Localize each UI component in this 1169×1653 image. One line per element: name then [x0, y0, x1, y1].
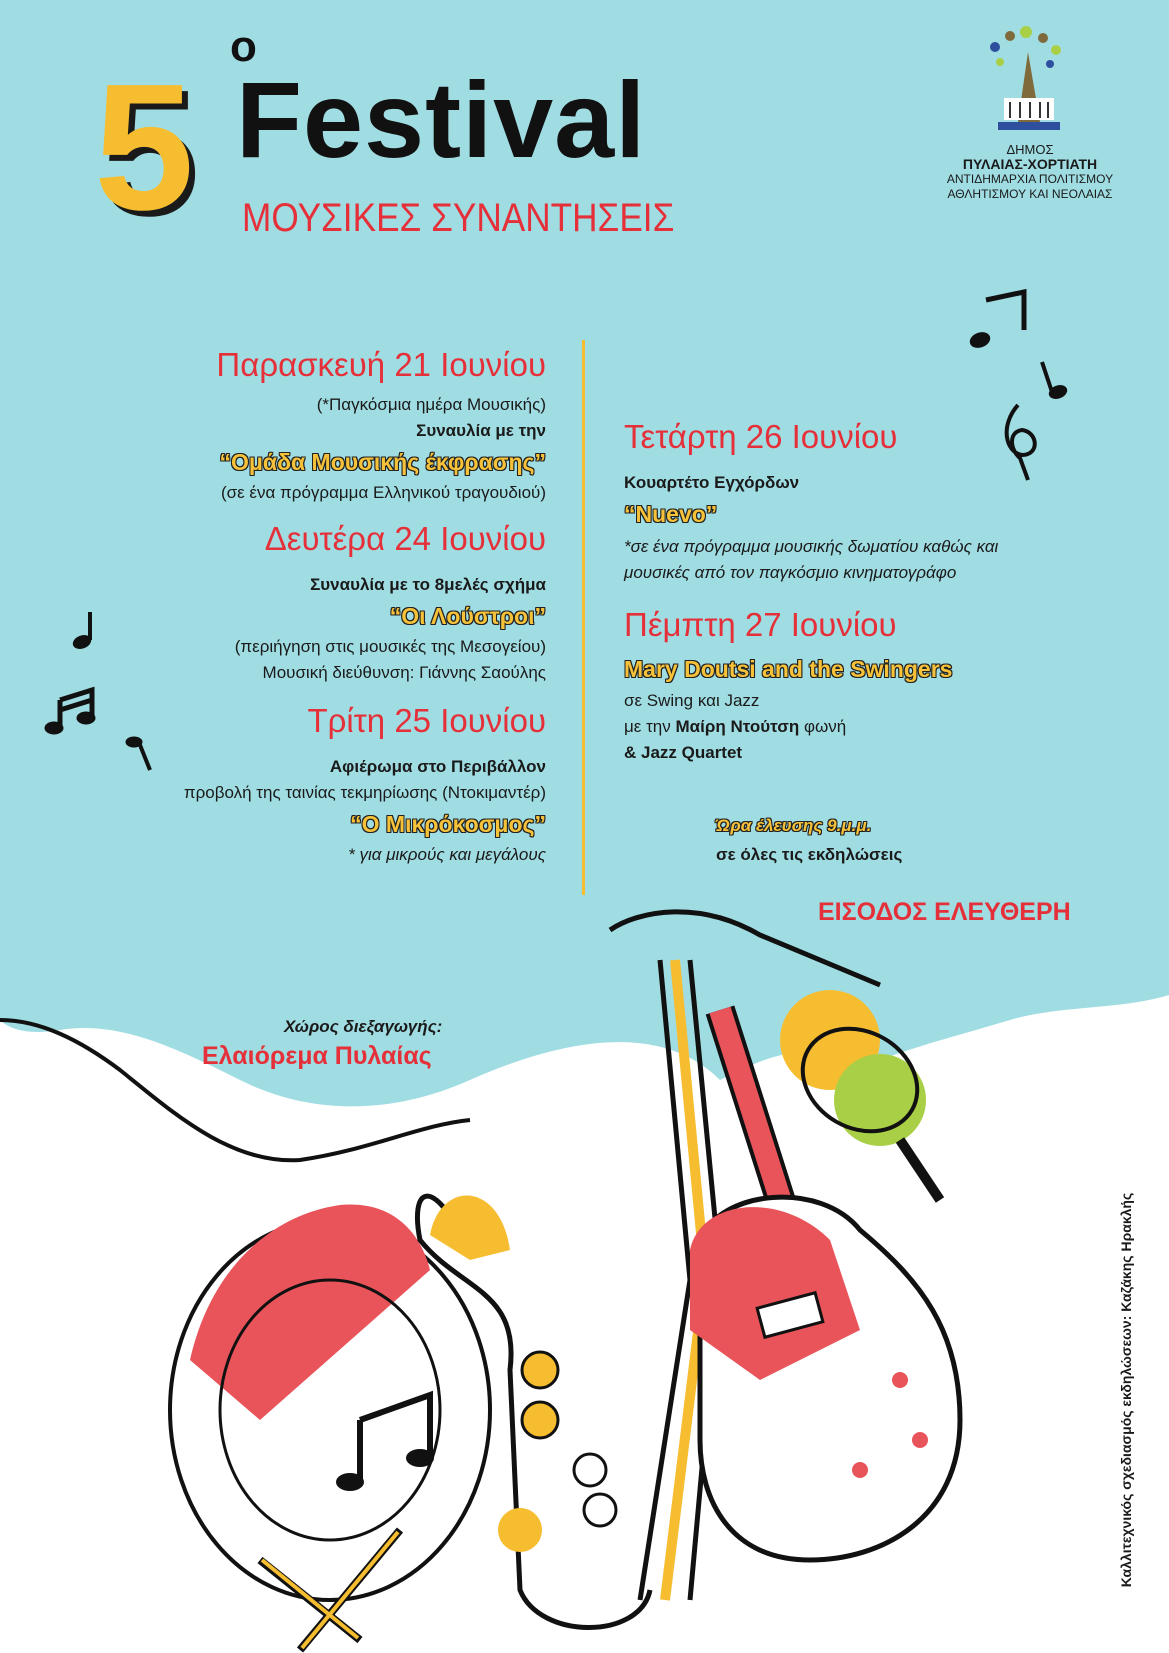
event-intro: Συναυλία με το 8μελές σχήμα — [310, 575, 546, 594]
event-detail: (περιήγηση στις μουσικές της Μεσογείου) — [234, 637, 546, 656]
start-time: Ώρα έλευσης 9.μ.μ. — [716, 816, 872, 835]
event-intro: Αφιέρωμα στο Περιβάλλον — [329, 757, 546, 776]
right-schedule — [624, 412, 1124, 766]
event-day: Τετάρτη 26 Ιουνίου — [624, 418, 898, 455]
event-performer: “Ο Μικρόκοσμος” — [350, 811, 546, 837]
venue-label: Χώρος διεξαγωγής: — [284, 1017, 443, 1036]
all-events-note: σε όλες τις εκδηλώσεις — [716, 845, 903, 864]
drum-illustration — [170, 1204, 490, 1650]
festival-subtitle: ΜΟΥΣΙΚΕΣ ΣΥΝΑΝΤΗΣΕΙΣ — [242, 196, 675, 240]
vocalist-post: φωνή — [799, 717, 847, 736]
festival-title: Festival — [236, 59, 647, 180]
event-performer: “Οι Λούστροι” — [389, 603, 546, 629]
degree-sign: ο — [230, 22, 257, 71]
municipality-logo — [970, 22, 1088, 140]
event-vocalist — [624, 714, 1124, 740]
event-performer: “Ομάδα Μουσικής έκφρασης” — [219, 449, 546, 475]
event-note: (*Παγκόσμια ημέρα Μουσικής) — [316, 395, 546, 414]
festival-number: 5 — [94, 47, 195, 248]
vocalist-pre: με την — [624, 717, 676, 736]
column-divider — [582, 340, 585, 895]
event-day: Πέμπτη 27 Ιουνίου — [624, 606, 897, 643]
event-fri-21 — [26, 340, 546, 506]
event-mon-24 — [26, 514, 546, 686]
logo-line-4: ΑΘΛΗΤΙΣΜΟΥ ΚΑΙ ΝΕΟΛΑΙΑΣ — [947, 187, 1113, 201]
olive-tree-icon — [970, 22, 1088, 140]
logo-line-2: ΠΥΛΑΙΑΣ-ΧΟΡΤΙΑΤΗ — [962, 156, 1098, 172]
event-genre: σε Swing και Jazz — [624, 691, 760, 710]
venue-name: Ελαιόρεμα Πυλαίας — [202, 1042, 432, 1070]
event-detail: μουσικές από τον παγκόσμιο κινηματογράφο — [624, 563, 957, 582]
event-performer: “Nuevo” — [624, 501, 718, 527]
event-intro: Συναυλία με την — [416, 421, 546, 440]
logo-text — [930, 142, 1130, 202]
free-entry: ΕΙΣΟΔΟΣ ΕΛΕΥΘΕΡΗ — [818, 898, 1071, 926]
design-credit: Καλλιτεχνικός σχεδιασμός εκδηλώσεων: Καζάκης Ηρακλής — [1118, 1192, 1134, 1588]
event-director: Μουσική διεύθυνση: Γιάννης Σαούλης — [262, 663, 546, 682]
event-day: Τρίτη 25 Ιουνίου — [307, 702, 546, 739]
event-wed-26 — [624, 412, 1124, 586]
vocalist-name: Μαίρη Ντούτση — [675, 717, 800, 736]
logo-line-3: ΑΝΤΙΔΗΜΑΡΧΙΑ ΠΟΛΙΤΙΣΜΟΥ — [946, 172, 1114, 186]
event-ensemble: & Jazz Quartet — [624, 743, 743, 762]
event-day: Δευτέρα 24 Ιουνίου — [264, 520, 546, 557]
event-tue-25 — [26, 696, 546, 868]
logo-line-1: ΔΗΜΟΣ — [1006, 142, 1054, 157]
left-schedule — [26, 340, 546, 868]
event-performer: Mary Doutsi and the Swingers — [624, 656, 953, 682]
event-day: Παρασκευή 21 Ιουνίου — [216, 346, 546, 383]
event-detail: (σε ένα πρόγραμμα Ελληνικού τραγουδιού) — [220, 483, 546, 502]
event-detail: προβολή της ταινίας τεκμηρίωσης (Ντοκιμαντέρ) — [183, 783, 546, 802]
event-thu-27 — [624, 600, 1124, 766]
event-note: * για μικρούς και μεγάλους — [348, 845, 546, 864]
event-intro: Κουαρτέτο Εγχόρδων — [624, 473, 800, 492]
event-detail: *σε ένα πρόγραμμα μουσικής δωματίου καθώς και — [624, 537, 999, 556]
